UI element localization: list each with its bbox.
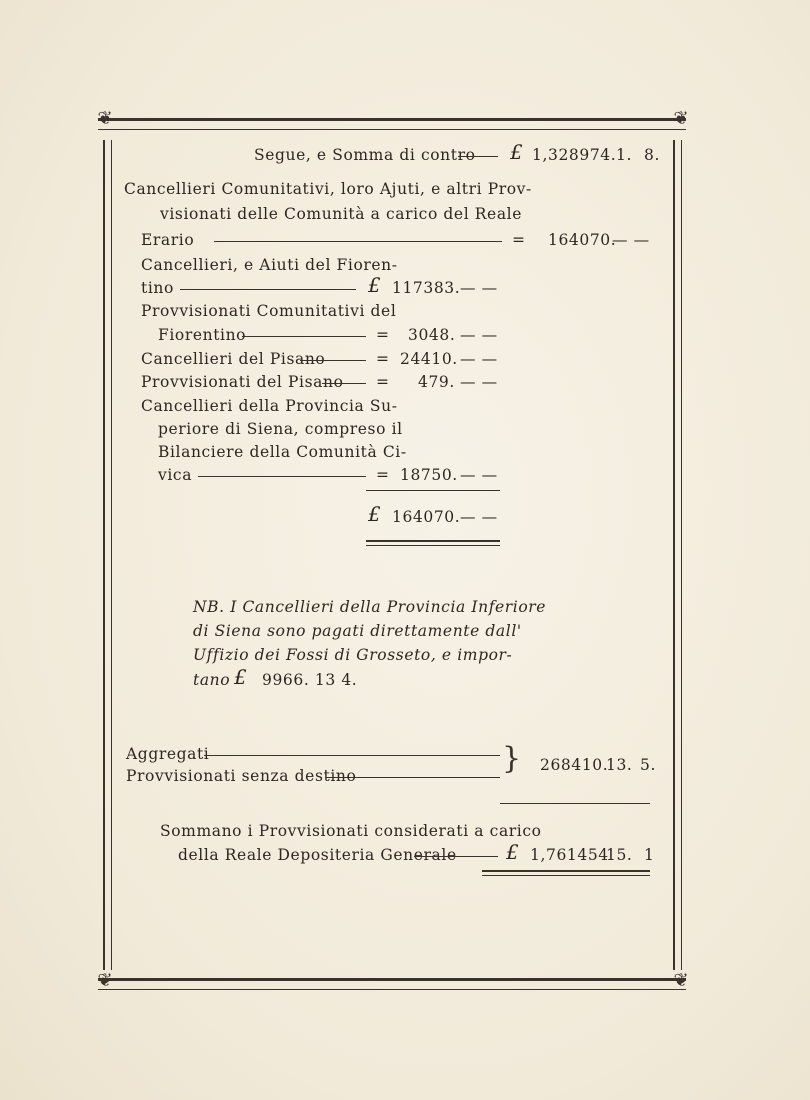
fiorentino-line-1: Cancellieri, e Aiuti del Fioren-: [141, 256, 398, 274]
pound-sign: £: [368, 273, 382, 297]
siena-dashes: — —: [460, 466, 498, 484]
equals-sign: =: [376, 466, 390, 484]
summary-denari: 1: [644, 846, 655, 864]
left-border-rule: [103, 140, 112, 970]
siena-line-1: Cancellieri della Provincia Su-: [141, 397, 398, 415]
summary-line-2: della Reale Depositeria Generale: [178, 846, 457, 864]
corner-ornament-icon: ❦: [97, 108, 113, 129]
provv-senza-destino-label: Provvisionati senza destino: [126, 767, 357, 785]
leader-line: [198, 476, 366, 477]
right-border-rule: [673, 140, 682, 970]
provv-pisano-dashes: — —: [460, 373, 498, 391]
note-line-1: NB. I Cancellieri della Provincia Inferiore: [193, 598, 547, 616]
aggregati-soldi: 13.: [606, 756, 633, 774]
leader-line: [242, 336, 366, 337]
pound-sign: £: [368, 502, 382, 526]
aggregati-total: 268410.: [540, 756, 609, 774]
subtotal-value: 164070.: [392, 508, 461, 526]
aggregati-label: Aggregati: [126, 745, 210, 763]
fiorentino-dashes: — —: [460, 279, 498, 297]
leader-line: [458, 156, 498, 157]
aggregati-denari: 5.: [640, 756, 656, 774]
top-border-rule: [98, 118, 686, 130]
header-soldi: 1.: [616, 146, 632, 164]
equals-sign: =: [376, 373, 390, 391]
fiorentino-value: 117383.: [392, 279, 461, 297]
section-total: 164070.: [548, 231, 617, 249]
leader-line: [326, 777, 500, 778]
note-amount: 9966. 13 4.: [262, 671, 358, 689]
pisano-dashes: — —: [460, 350, 498, 368]
siena-value: 18750.: [400, 466, 458, 484]
corner-ornament-icon: ❦: [673, 108, 689, 129]
provv-fiorentino-line-1: Provvisionati Comunitativi del: [141, 302, 397, 320]
carried-forward-label: Segue, e Somma di contro: [254, 146, 476, 164]
summary-soldi: 15.: [606, 846, 633, 864]
equals-sign: =: [512, 231, 526, 249]
note-line-3: Uffizio dei Fossi di Grosseto, e impor-: [193, 646, 513, 664]
subtotal-rule: [366, 490, 500, 491]
note-line-2: di Siena sono pagati direttamente dall': [193, 622, 522, 640]
provv-pisano-value: 479.: [418, 373, 455, 391]
leader-line: [300, 360, 366, 361]
corner-ornament-icon: ❦: [673, 970, 689, 991]
header-denari: 8.: [644, 146, 660, 164]
note-line-4: tano: [193, 671, 231, 689]
pound-sign: £: [234, 665, 248, 689]
pound-sign: £: [510, 140, 524, 164]
leader-line: [322, 383, 366, 384]
brace-icon: }: [502, 741, 522, 776]
leader-line: [214, 241, 502, 242]
summary-line-1: Sommano i Provvisionati considerati a carico: [160, 822, 542, 840]
equals-sign: =: [376, 350, 390, 368]
double-rule: [366, 540, 500, 546]
double-rule: [482, 870, 650, 876]
leader-line: [180, 289, 356, 290]
provv-fiorentino-value: 3048.: [408, 326, 456, 344]
bottom-border-rule: [98, 978, 686, 990]
summary-total: 1,761454: [530, 846, 609, 864]
provv-fiorentino-line-2: Fiorentino: [158, 326, 247, 344]
siena-line-4: vica: [158, 466, 193, 484]
section-line-3: Erario: [141, 231, 195, 249]
header-amount: 1,328974.: [532, 146, 617, 164]
fiorentino-line-2: tino: [141, 279, 174, 297]
pisano-label: Cancellieri del Pisano: [141, 350, 326, 368]
provv-pisano-label: Provvisionati del Pisano: [141, 373, 344, 391]
provv-fiorentino-dashes: — —: [460, 326, 498, 344]
subtotal-dashes: — —: [460, 508, 498, 526]
leader-line: [414, 856, 498, 857]
siena-line-3: Bilanciere della Comunità Ci-: [158, 443, 407, 461]
pisano-value: 24410.: [400, 350, 458, 368]
siena-line-2: periore di Siena, compreso il: [158, 420, 403, 438]
section-line-1: Cancellieri Comunitativi, loro Ajuti, e altri Prov-: [124, 180, 532, 198]
equals-sign: =: [376, 326, 390, 344]
leader-line: [204, 755, 500, 756]
section-dashes: — —: [612, 231, 650, 249]
corner-ornament-icon: ❦: [97, 970, 113, 991]
section-line-2: visionati delle Comunità a carico del Reale: [160, 205, 523, 223]
total-rule: [500, 803, 650, 804]
pound-sign: £: [506, 840, 520, 864]
